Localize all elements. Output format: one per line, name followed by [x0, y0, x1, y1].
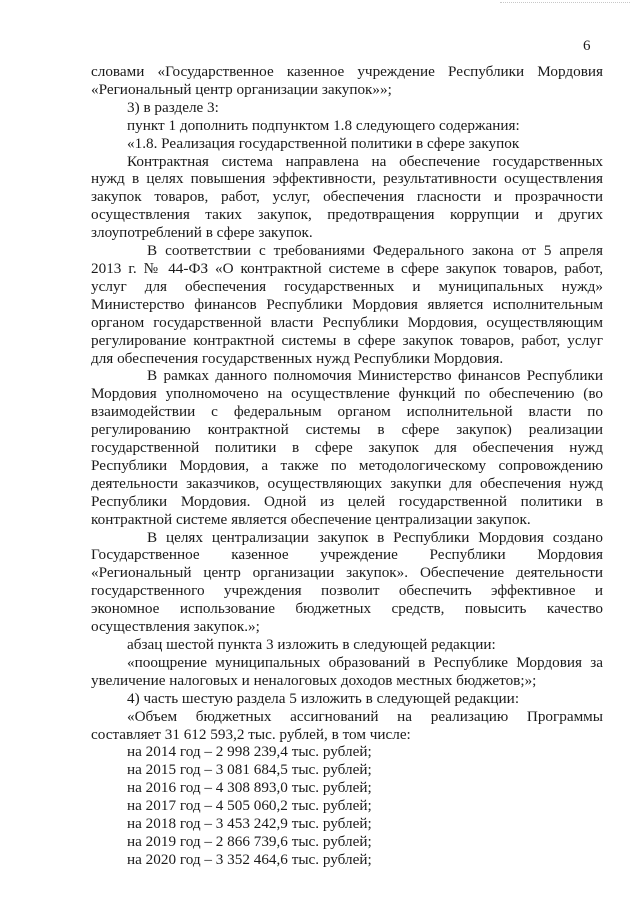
- document-body: [91, 63, 603, 869]
- text-line: Мордовия уполномочено на осуществление функций по обеспечению (во: [91, 385, 603, 403]
- text-line: государственной политики в сфере закупок для обеспечения нужд: [91, 439, 603, 457]
- year-allocation-item: на 2019 год – 2 866 739,6 тыс. рублей;: [127, 832, 372, 850]
- text-line: злоупотреблений в сфере закупок.: [91, 224, 313, 242]
- text-line: регулированию контрактной системы в сфере закупок) реализации: [91, 421, 603, 439]
- year-allocation-item: на 2018 год – 3 453 242,9 тыс. рублей;: [127, 815, 372, 833]
- text-line: В целях централизации закупок в Республики Мордовия создано: [147, 528, 603, 546]
- text-line: 4) часть шестую раздела 5 изложить в следующей редакции:: [127, 689, 520, 707]
- text-line: «Региональный центр организации закупок»»;: [91, 80, 392, 98]
- scan-artifact: [500, 2, 630, 7]
- text-line: Министерство финансов Республики Мордовия является исполнительным: [91, 295, 603, 313]
- text-line: «Объем бюджетных ассигнований на реализацию Программы: [127, 707, 603, 725]
- text-line: Республики Мордовия, а также по методологическому сопровождению: [91, 456, 603, 474]
- page-number: 6: [583, 38, 591, 54]
- text-line: органом государственной власти Республики Мордовия, осуществляющим: [91, 313, 603, 331]
- yearly-allocation-list: [91, 743, 603, 868]
- text-line: регулирование контрактной системы в сфере закупок товаров, работ, услуг: [91, 331, 603, 349]
- year-allocation-item: на 2017 год – 4 505 060,2 тыс. рублей;: [127, 797, 372, 815]
- text-line: В соответствии с требованиями Федерального закона от 5 апреля: [147, 242, 603, 260]
- text-line: увеличение налоговых и неналоговых доходов местных бюджетов;»;: [91, 671, 537, 689]
- text-line: закупок товаров, работ, услуг, обеспечения гласности и прозрачности: [91, 188, 603, 206]
- year-allocation-item: на 2015 год – 3 081 684,5 тыс. рублей;: [127, 761, 372, 779]
- text-line: взаимодействии с федеральным органом исполнительной власти по: [91, 403, 603, 421]
- text-line: экономное использование бюджетных средств, повысить качество: [91, 600, 603, 618]
- text-lines: [91, 63, 603, 743]
- year-allocation-item: на 2016 год – 4 308 893,0 тыс. рублей;: [127, 779, 372, 797]
- text-line: «Региональный центр организации закупок». Обеспечение деятельности: [91, 564, 603, 582]
- text-line: 2013 г. № 44-ФЗ «О контрактной системе в сфере закупок товаров, работ,: [91, 259, 603, 277]
- text-line: деятельности заказчиков, осуществляющих закупки для обеспечения нужд: [91, 474, 603, 492]
- text-line: государственного учреждения позволит обеспечить эффективное и: [91, 582, 603, 600]
- text-line: нужд в целях повышения эффективности, результативности осуществления: [91, 170, 603, 188]
- text-line: для обеспечения государственных нужд Республики Мордовия.: [91, 349, 504, 367]
- text-line: составляет 31 612 593,2 тыс. рублей, в том числе:: [91, 725, 411, 743]
- text-line: 3) в разделе 3:: [127, 98, 219, 116]
- year-allocation-item: на 2020 год – 3 352 464,6 тыс. рублей;: [127, 850, 372, 868]
- text-line: абзац шестой пункта 3 изложить в следующей редакции:: [127, 636, 496, 653]
- text-line: Государственное казенное учреждение Республики Мордовия: [91, 546, 603, 564]
- text-line: осуществления таких закупок, предотвращения коррупции и других: [91, 206, 603, 224]
- text-line: «1.8. Реализация государственной политики в сфере закупок: [127, 134, 520, 152]
- text-line: В рамках данного полномочия Министерство финансов Республики: [147, 367, 603, 385]
- text-line: пункт 1 дополнить подпунктом 1.8 следующего содержания:: [127, 116, 520, 134]
- text-line: осуществления закупок.»;: [91, 618, 260, 636]
- text-line: услуг для обеспечения государственных и муниципальных нужд»: [91, 277, 603, 295]
- text-line: словами «Государственное казенное учреждение Республики Мордовия: [91, 63, 603, 80]
- text-line: Контрактная система направлена на обеспечение государственных: [127, 152, 603, 170]
- text-line: Республики Мордовия. Одной из целей государственной политики в: [91, 492, 603, 510]
- year-allocation-item: на 2014 год – 2 998 239,4 тыс. рублей;: [127, 743, 372, 761]
- text-line: «поощрение муниципальных образований в Республике Мордовия за: [127, 653, 603, 671]
- text-line: контрактной системе является обеспечение централизации закупок.: [91, 510, 531, 528]
